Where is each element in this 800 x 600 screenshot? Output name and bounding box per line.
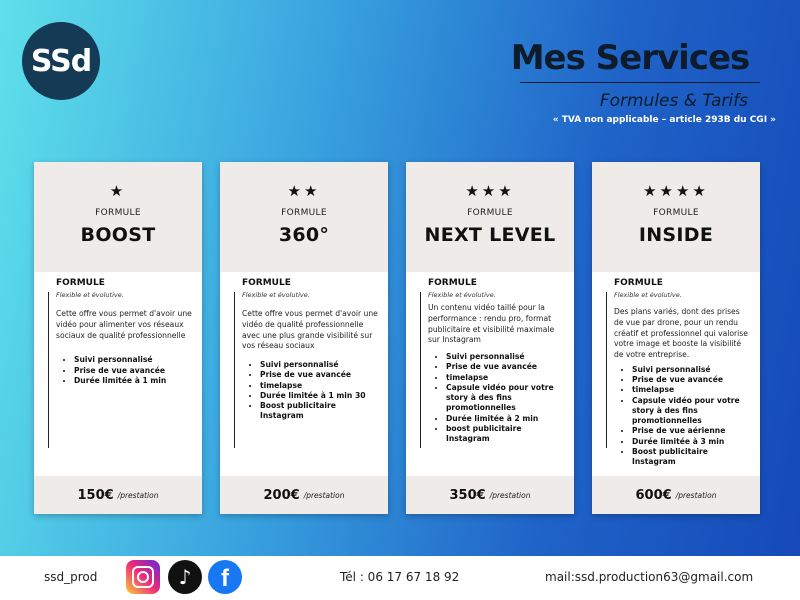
ssd-logo — [22, 22, 100, 100]
feature-item: • Boost publicitaire Instagram — [260, 401, 378, 422]
card-divider — [234, 292, 235, 448]
feature-item: • Durée limitée à 3 min — [632, 437, 750, 447]
feature-list — [242, 360, 378, 422]
feature-item: • Suivi personnalisé — [632, 365, 750, 375]
price-unit: /prestation — [675, 490, 717, 500]
tagline: Flexible et évolutive. — [614, 291, 682, 299]
star-icon: ★★★★ — [643, 182, 709, 200]
feature-item: • Prise de vue avancée — [260, 370, 378, 380]
card-body — [34, 272, 202, 476]
feature-item: • Suivi personnalisé — [74, 355, 192, 365]
card-name: NEXT LEVEL — [424, 224, 556, 246]
card-header — [406, 162, 574, 272]
tagline: Flexible et évolutive. — [242, 291, 310, 299]
card-footer — [34, 476, 202, 514]
tiktok-icon[interactable] — [168, 560, 202, 594]
description: Cette offre vous permet d'avoir une vidéo pour alimenter vos réseaux sociaux de qualité professionnelle — [56, 309, 192, 340]
card-divider — [420, 292, 421, 448]
page-header — [480, 38, 776, 125]
logo-text: SSd — [30, 43, 92, 79]
price: 350€ — [449, 487, 486, 503]
phone-number: Tél : 06 17 67 18 92 — [340, 570, 460, 584]
card-inside — [592, 162, 760, 514]
instagram-lens — [137, 571, 149, 583]
facebook-glyph: f — [221, 565, 229, 592]
footer-bar — [0, 556, 800, 600]
card-divider — [48, 292, 49, 448]
instagram-icon[interactable] — [126, 560, 160, 594]
feature-item: • Capsule vidéo pour votre story à des fins promotionnelles — [632, 396, 750, 427]
card-boost — [34, 162, 202, 514]
feature-item: • boost publicitaire Instagram — [446, 424, 564, 445]
tagline: Flexible et évolutive. — [428, 291, 496, 299]
feature-item: • Suivi personnalisé — [260, 360, 378, 370]
price-unit: /prestation — [117, 490, 159, 500]
card-body — [220, 272, 388, 476]
formule-label: FORMULE — [95, 208, 141, 218]
tiktok-glyph: ♪ — [178, 565, 192, 589]
card-360 — [220, 162, 388, 514]
card-name: INSIDE — [638, 224, 714, 246]
formule-label: FORMULE — [467, 208, 513, 218]
tagline: Flexible et évolutive. — [56, 291, 124, 299]
price-unit: /prestation — [489, 490, 531, 500]
feature-item: • Capsule vidéo pour votre story à des fins promotionnelles — [446, 383, 564, 414]
price: 600€ — [635, 487, 672, 503]
card-footer — [220, 476, 388, 514]
feature-item: • Durée limitée à 1 min 30 — [260, 391, 378, 401]
card-body — [592, 272, 760, 476]
card-header — [592, 162, 760, 272]
card-header — [220, 162, 388, 272]
formule-label: FORMULE — [281, 208, 327, 218]
formule-label: FORMULE — [653, 208, 699, 218]
star-icon: ★ — [109, 182, 127, 200]
feature-item: • Suivi personnalisé — [446, 352, 564, 362]
feature-item: • Prise de vue aérienne — [632, 426, 750, 436]
feature-list — [428, 352, 564, 444]
card-divider — [606, 292, 607, 448]
feature-list — [56, 355, 192, 386]
page-title: Mes Services — [510, 38, 750, 78]
card-name: BOOST — [80, 224, 156, 246]
feature-item: • Durée limitée à 2 min — [446, 414, 564, 424]
price: 150€ — [77, 487, 114, 503]
body-title: FORMULE — [428, 278, 477, 288]
description: Un contenu vidéo taillé pour la performance : rendu pro, format publicitaire et visibilité maximale sur Instagram — [428, 303, 555, 345]
facebook-icon[interactable] — [208, 560, 242, 594]
feature-item: • Boost publicitaire Instagram — [632, 447, 750, 468]
card-body — [406, 272, 574, 476]
body-title: FORMULE — [242, 278, 291, 288]
card-footer — [406, 476, 574, 514]
feature-item: • Durée limitée à 1 min — [74, 376, 192, 386]
price-unit: /prestation — [303, 490, 345, 500]
body-title: FORMULE — [56, 278, 105, 288]
feature-item: • timelapse — [446, 373, 564, 383]
page-subtitle: Formules & Tarifs — [599, 91, 748, 111]
star-icon: ★★ — [287, 182, 321, 200]
feature-item: • Prise de vue avancée — [74, 366, 192, 376]
feature-list — [614, 365, 750, 468]
feature-item: • timelapse — [632, 385, 750, 395]
email-address[interactable]: mail:ssd.production63@gmail.com — [545, 570, 754, 584]
card-next-level — [406, 162, 574, 514]
price: 200€ — [263, 487, 300, 503]
title-divider — [520, 82, 760, 83]
vat-note: « TVA non applicable – article 293B du CGI » — [552, 115, 776, 125]
card-footer — [592, 476, 760, 514]
description: Des plans variés, dont des prises de vue par drone, pour un rendu créatif et professionnel qui valorise votre image et booste la visibilité de votre entreprise. — [614, 307, 748, 360]
card-header — [34, 162, 202, 272]
feature-item: • Prise de vue avancée — [632, 375, 750, 385]
card-name: 360° — [278, 224, 330, 246]
body-title: FORMULE — [614, 278, 663, 288]
feature-item: • timelapse — [260, 381, 378, 391]
feature-item: • Prise de vue avancée — [446, 362, 564, 372]
star-icon: ★★★ — [465, 182, 515, 200]
description: Cette offre vous permet d'avoir une vidéo de qualité professionnelle avec une plus grande visibilité sur vos réseau sociaux — [242, 309, 378, 351]
social-handle: ssd_prod — [44, 570, 98, 584]
